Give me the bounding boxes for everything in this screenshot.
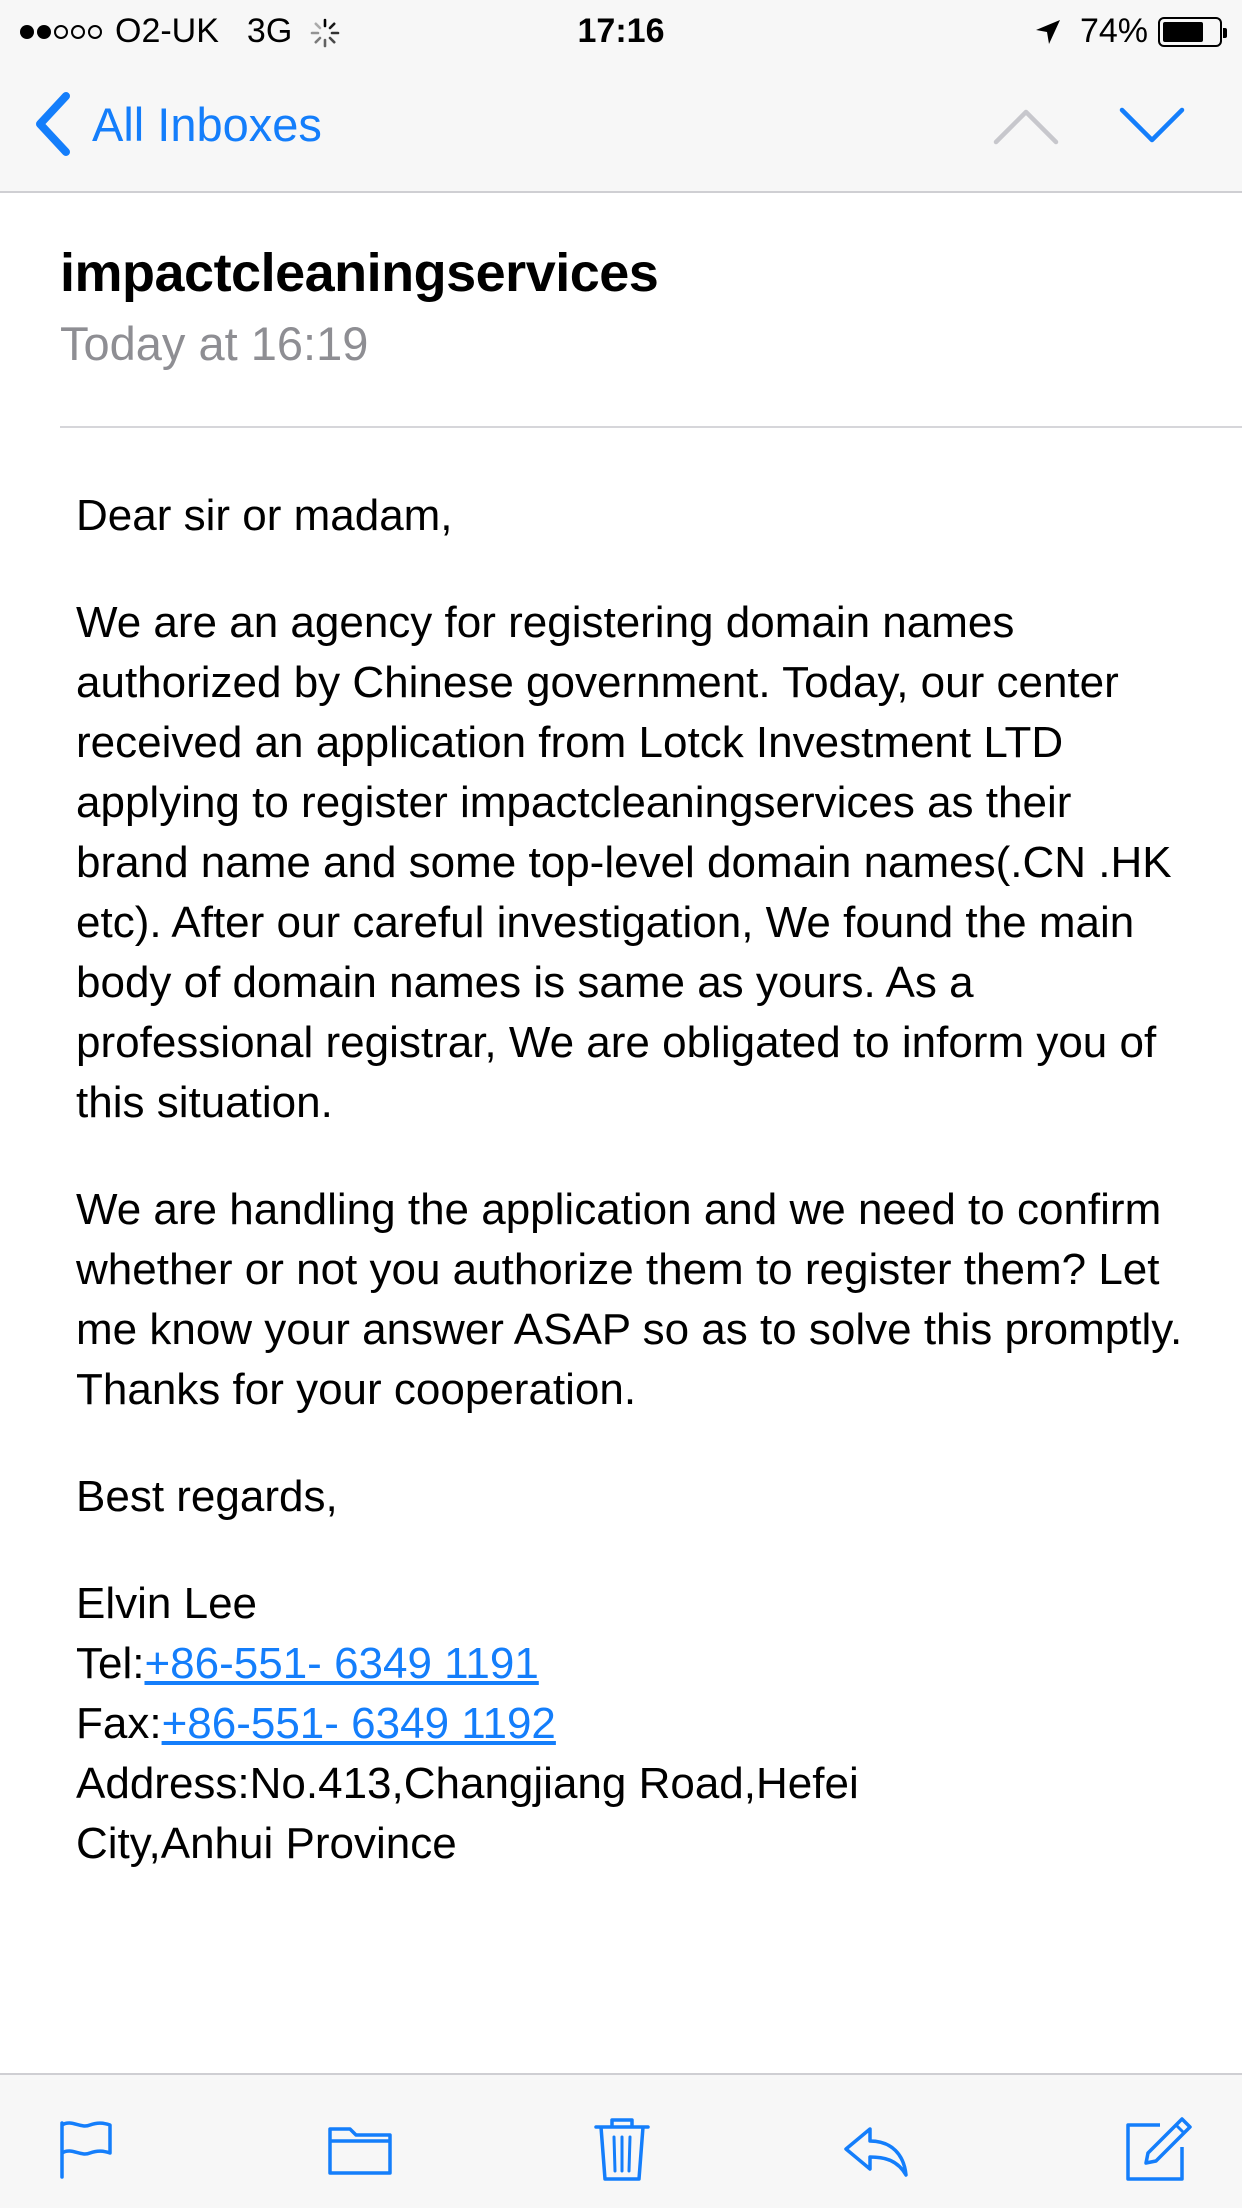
next-message-chevron-down-icon[interactable] (1118, 104, 1186, 148)
carrier-name: O2-UK (115, 12, 219, 50)
compose-icon (1124, 2115, 1192, 2183)
status-bar (0, 0, 1242, 62)
previous-message-chevron-up-icon[interactable] (992, 104, 1060, 148)
signature-fax (76, 1694, 1196, 1754)
battery-fill (1163, 22, 1203, 42)
status-right (1034, 12, 1222, 51)
signature-address-line-2: City,Anhui Province (76, 1819, 457, 1868)
reply-icon (842, 2115, 910, 2183)
flag-icon (52, 2115, 120, 2183)
reply-button[interactable] (842, 2115, 910, 2183)
message-date: Today at 16:19 (60, 317, 369, 370)
message-body (76, 486, 1196, 1874)
back-button-label: All Inboxes (92, 97, 322, 151)
navigation-bar (0, 62, 1242, 191)
trash-button[interactable] (588, 2115, 656, 2183)
body-paragraph-2: We are handling the application and we need to confirm whether or not you authorize them to register them? Let me know your answer ASAP so as to solve this promptly. Thanks for your cooperation. (76, 1185, 1183, 1414)
battery-icon (1158, 17, 1222, 47)
back-button[interactable] (32, 92, 322, 156)
greeting: Dear sir or madam, (76, 491, 453, 540)
bottom-toolbar (0, 2073, 1242, 2208)
tel-label: Tel: (76, 1639, 145, 1688)
signature-name: Elvin Lee (76, 1579, 258, 1628)
body-paragraph-1: We are an agency for registering domain names authorized by Chinese government. Today, our center received an application from Lotck Investment LTD applying to register impactcleaningservices as their brand name and some top-level domain names(.CN .HK etc). After our careful investigation, We found the main body of domain names is same as yours. As a professional registrar, We are obligated to inform you of this situation. (76, 598, 1172, 1127)
top-bar (0, 0, 1242, 193)
network-type: 3G (246, 12, 293, 50)
signature-address-line-1: Address:No.413,Changjiang Road,Hefei (76, 1759, 859, 1808)
flag-button[interactable] (52, 2115, 120, 2183)
tel-link[interactable]: +86-551- 6349 1191 (144, 1639, 539, 1688)
folder-icon (326, 2115, 394, 2183)
status-time: 17:16 (577, 12, 665, 50)
sender-name[interactable]: impactcleaningservices (60, 243, 659, 303)
chevron-left-icon (32, 92, 72, 156)
signature-tel (76, 1634, 1196, 1694)
header-divider (60, 426, 1242, 428)
move-to-folder-button[interactable] (326, 2115, 394, 2183)
signature (76, 1574, 1196, 1874)
trash-icon (588, 2115, 656, 2183)
closing: Best regards, (76, 1472, 338, 1521)
battery-percent: 74% (1079, 12, 1148, 50)
location-arrow-icon (1034, 18, 1062, 46)
fax-label: Fax: (76, 1699, 162, 1748)
compose-button[interactable] (1124, 2115, 1192, 2183)
fax-link[interactable]: +86-551- 6349 1192 (161, 1699, 556, 1748)
